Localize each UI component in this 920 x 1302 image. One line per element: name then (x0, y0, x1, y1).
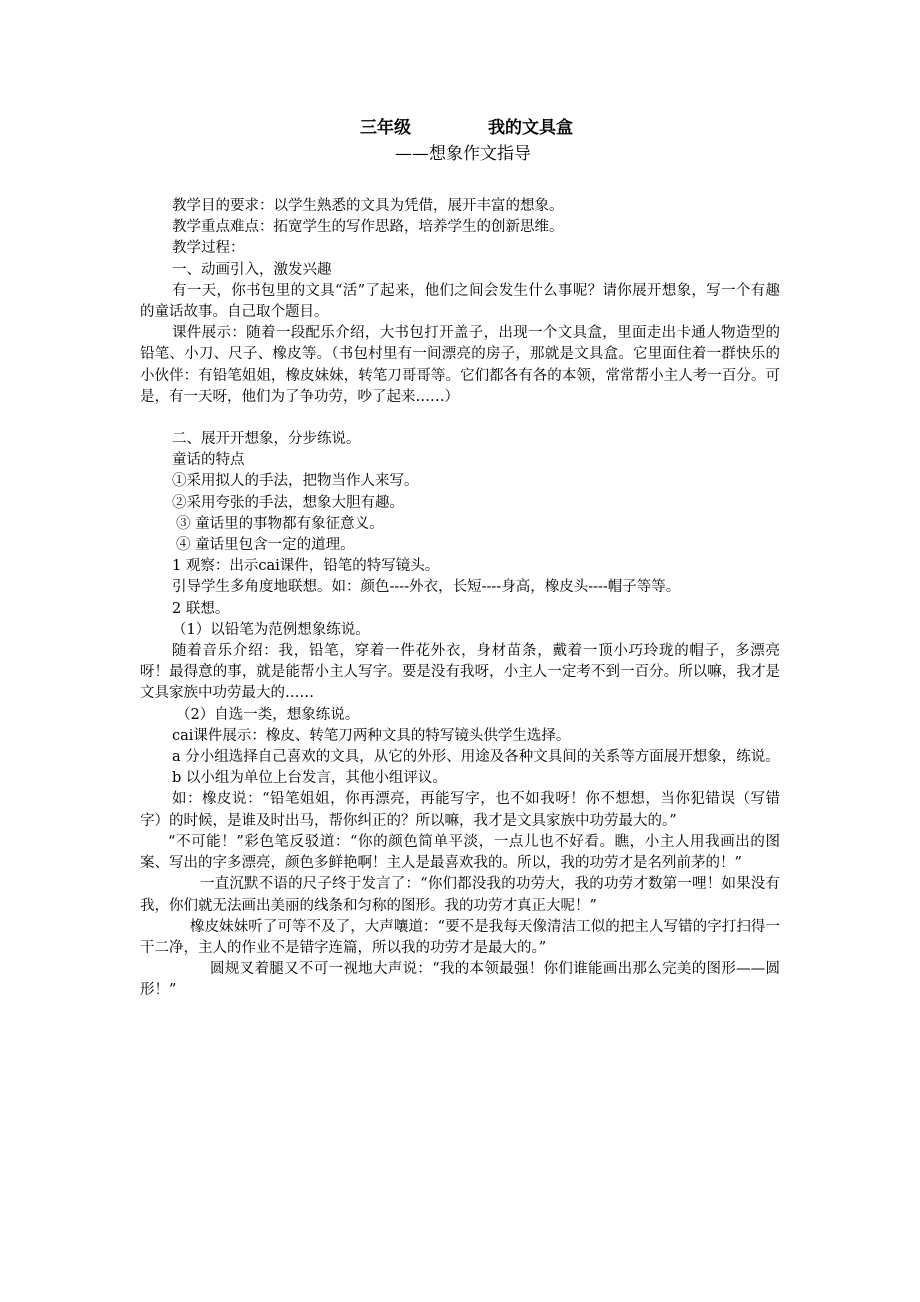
substep-pencil-example: （1）以铅笔为范例想象练说。 (172, 621, 370, 638)
paragraph-eraser-sister-speech: 橡皮妹妹听了可等不及了，大声嚷道：“要不是我每天像清洁工似的把主人写错的字打扫得一干二净，主人的作业不是错字连篇，所以我的功劳才是最大的。” (140, 918, 780, 956)
paragraph-cai-display: cai课件展示：橡皮、转笔刀两种文具的特写镜头供学生选择。 (172, 727, 571, 744)
paragraph-compass-speech: 圆规叉着腿又不可一视地大声说：“我的本领最强！你们谁能画出那么完美的图形——圆形！” (140, 961, 780, 999)
paragraph-color-pen-speech: “不可能！”彩色笔反驳道：“你的颜色简单平淡，一点儿也不好看。瞧，小主人用我画出的图案、写出的字多漂亮，颜色多鲜艳啊！主人是最喜欢我的。所以，我的功劳才是名列前茅的！” (140, 833, 780, 872)
paragraph-step-b: b 以小组为单位上台发言，其他小组评议。 (172, 770, 447, 787)
step-observe: 1 观察：出示cai课件，铅笔的特写镜头。 (172, 558, 440, 575)
paragraph-pencil-intro: 随着音乐介绍：我，铅笔，穿着一件花外衣，身材苗条，戴着一顶小巧玲珑的帽子，多漂亮呀！最得意的事，就是能帮小主人写字。要是没有我呀，小主人一定考不到一百分。所以嘛，我才是文具家族中功劳最大的…… (140, 643, 780, 702)
title-grade: 三年级 (360, 118, 411, 138)
paragraph-intro-story: 有一天，你书包里的文具“活”了起来，他们之间会发生什么事呢？请你展开想象，写一个有趣的童话故事。自己取个题目。 (140, 282, 780, 321)
paragraph-fairy-tale-features: 童话的特点 (172, 452, 245, 469)
document-title (360, 117, 573, 139)
paragraph-step-a: a 分小组选择自己喜欢的文具，从它的外形、用途及各种文具间的关系等方面展开想象，练说。 (172, 749, 780, 766)
feature-item-2: ②采用夸张的手法，想象大胆有趣。 (172, 494, 404, 511)
feature-item-3: ③ 童话里的事物都有象征意义。 (176, 515, 384, 532)
document-body (140, 196, 780, 1002)
document-subtitle: ——想象作文指导 (395, 144, 531, 164)
paragraph-key-points: 教学重点难点：拓宽学生的写作思路，培养学生的创新思维。 (172, 219, 564, 236)
title-topic: 我的文具盒 (488, 118, 573, 138)
paragraph-process-heading: 教学过程： (172, 240, 245, 257)
paragraph-objective: 教学目的要求：以学生熟悉的文具为凭借，展开丰富的想象。 (172, 198, 564, 214)
substep-choose-one: （2）自选一类，想象练说。 (176, 706, 360, 723)
step-associate: 2 联想。 (172, 600, 230, 617)
feature-item-4: ④ 童话里包含一定的道理。 (176, 537, 355, 554)
section-heading-1: 一、动画引入，激发兴趣 (172, 261, 332, 278)
paragraph-guide: 引导学生多角度地联想。如：颜色----外衣，长短----身高，橡皮头----帽子等等。 (172, 579, 681, 596)
feature-item-1: ①采用拟人的手法，把物当作人来写。 (172, 473, 419, 490)
paragraph-gap (140, 408, 780, 429)
section-heading-2: 二、展开开想象，分步练说。 (172, 431, 361, 448)
paragraph-eraser-speech: 如：橡皮说：“铅笔姐姐，你再漂亮，再能写字，也不如我呀！你不想想，当你犯错误（写错字）的时候，是谁及时出马，帮你纠正的？所以嘛，我才是文具家族中功劳最大的。” (140, 791, 780, 829)
paragraph-ruler-speech: 一直沉默不语的尺子终于发言了：“你们都没我的功劳大，我的功劳才数第一哩！如果没有我，你们就无法画出美丽的线条和匀称的图形。我的功劳才真正大呢！” (140, 876, 780, 914)
paragraph-courseware: 课件展示：随着一段配乐介绍，大书包打开盖子，出现一个文具盒，里面走出卡通人物造型的铅笔、小刀、尺子、橡皮等。（书包村里有一间漂亮的房子，那就是文具盒。它里面住着一群快乐的小伙伴：有铅笔姐姐，橡皮妹妹，转笔刀哥哥等。它们都各有各的本领，常常帮小主人考一百分。可是，有一天呀，他们为了争功劳，吵了起来……） (140, 325, 780, 405)
